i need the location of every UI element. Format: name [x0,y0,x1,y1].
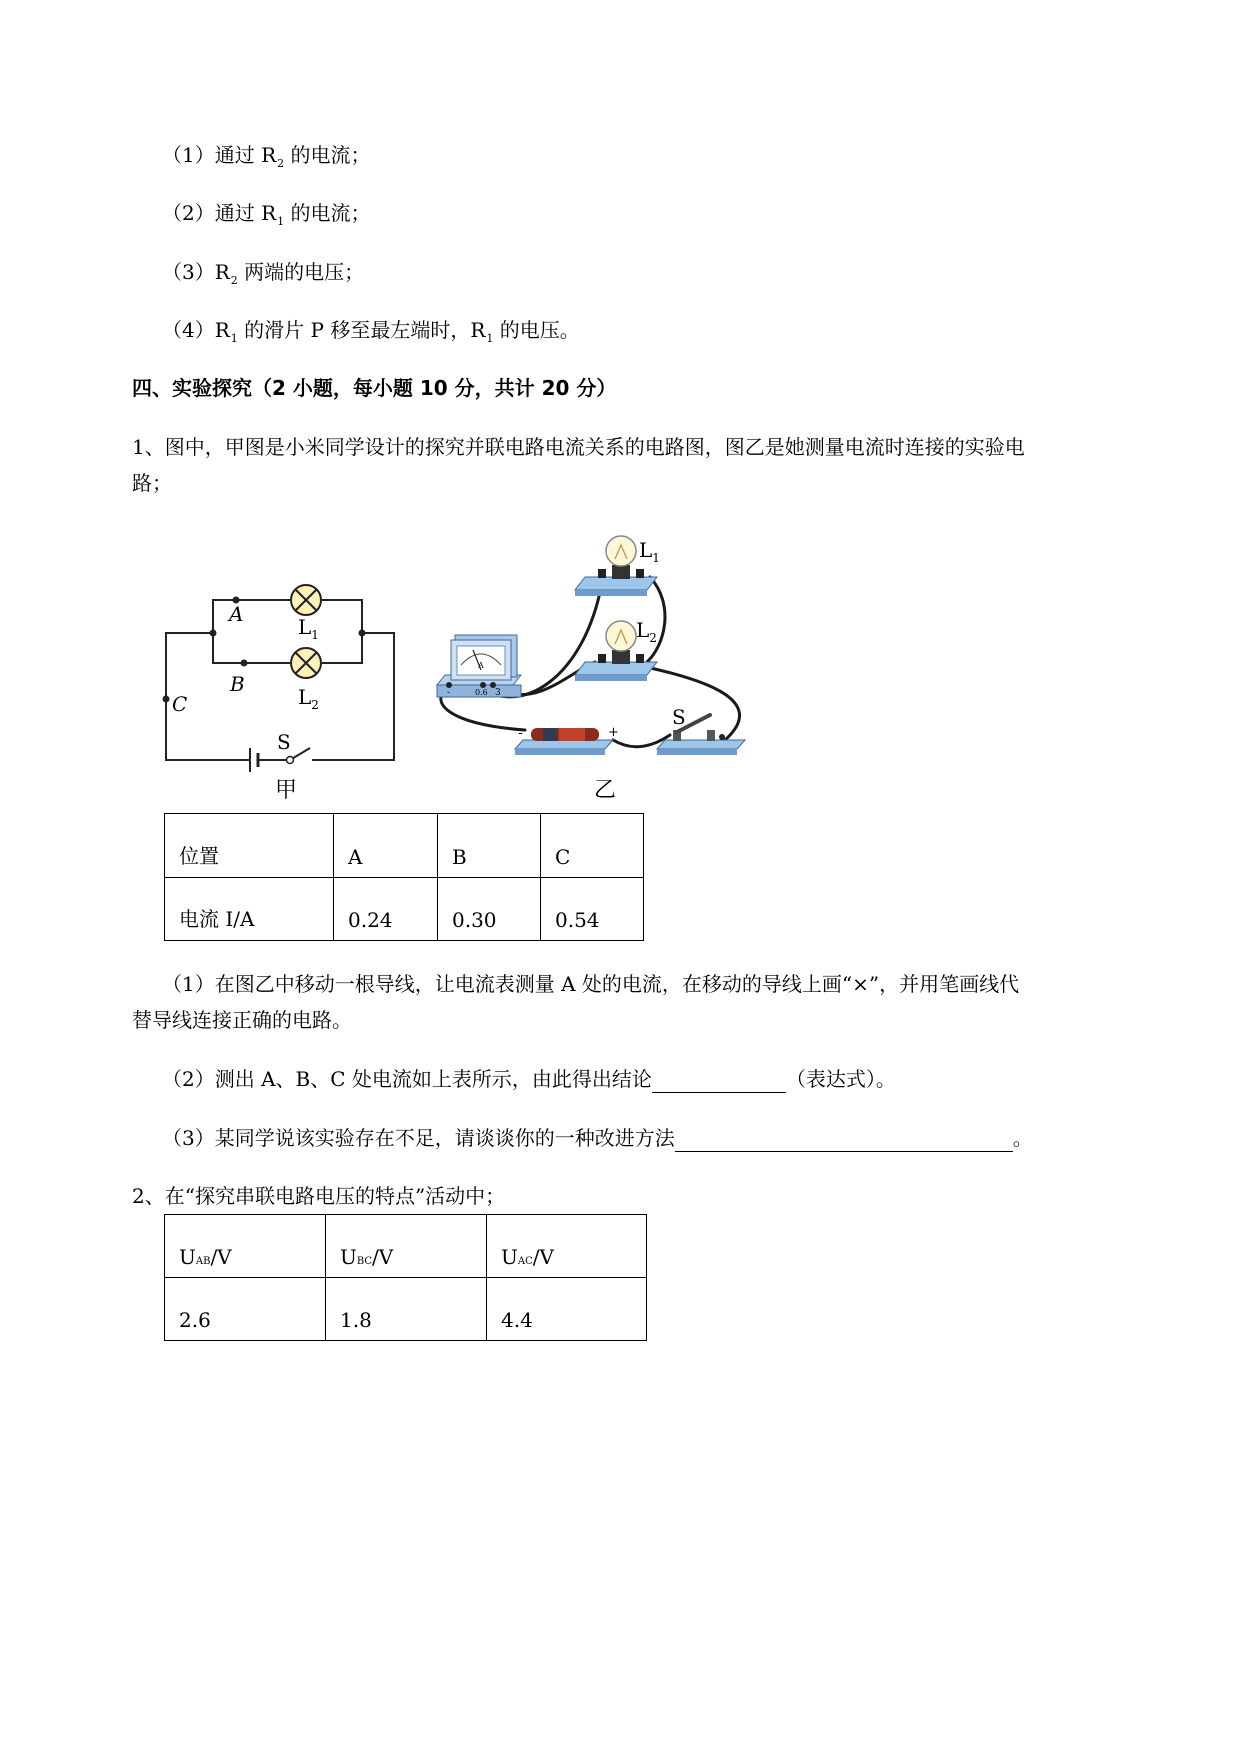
bulb-l2-label: $L_2$ [636,618,657,645]
ammeter-3-terminal: 3 [495,688,501,698]
table-header-uac: UAC/V [487,1215,647,1278]
question-4: $(4)R_1$ 的滑片 P 移至最左端时，$R_1$ 的电压。 [162,318,580,345]
table-cell: 0.24 [334,878,438,941]
table-row [165,878,644,941]
battery-plus-label: + [608,725,619,740]
table-cell: 2.6 [165,1278,326,1341]
table-header-ubc: UBC/V [326,1215,487,1278]
battery-minus-label: - [518,725,523,741]
problem1-text-line1: 1、图中，甲图是小米同学设计的探究并联电路电流关系的电路图，图乙是她测量电流时连接的实验电 [132,435,1025,459]
table-cell: C [541,814,644,878]
table-cell: 位置 [165,814,334,878]
table-row [165,1215,647,1278]
table-cell: 0.30 [438,878,541,941]
lamp-l2-label: $L_2$ [298,685,319,712]
question-2: （2）通过 $R_1$ 的电流； [162,201,371,228]
subquestion-2: （2）测出 A、B、C 处电流如上表所示，由此得出结论 （表达式）。 [162,1067,896,1091]
table-cell: A [334,814,438,878]
section-heading: 四、实验探究（2 小题，每小题 10 分，共计 20 分） [132,376,617,400]
point-b-label: B [230,672,245,696]
table-cell: 电流 I/A [165,878,334,941]
lamp-l1-symbol [291,585,321,615]
answer-blank[interactable] [652,1070,786,1093]
bulb-l1-label: $L_1$ [639,538,660,565]
table-row [165,1278,647,1341]
table-header-uab: UAB/V [165,1215,326,1278]
problem1-text-line2: 路； [132,471,172,495]
figure-jia-caption: 甲 [275,778,298,803]
table-cell: B [438,814,541,878]
ammeter-06-terminal: 0.6 [475,688,488,697]
table-cell: 4.4 [487,1278,647,1341]
question-3: $(3)R_2$ 两端的电压； [162,260,365,287]
current-table [164,813,644,941]
point-a-label: A [229,602,244,626]
ammeter-a-label: A [478,661,484,670]
subquestion-3: （3）某同学说该实验存在不足，请谈谈你的一种改进方法 。 [162,1126,1033,1150]
figure-yi-caption: 乙 [594,778,617,803]
table-cell: 0.54 [541,878,644,941]
lamp-l1-label: $L_1$ [298,615,319,642]
problem2-text: 2、在“探究串联电路电压的特点”活动中； [132,1184,506,1208]
subquestion-1-line1: （1）在图乙中移动一根导线，让电流表测量 A 处的电流，在移动的导线上画“×”，并用笔画线代 [162,972,1020,996]
table-row [165,814,644,878]
subquestion-1-line2: 替导线连接正确的电路。 [132,1008,352,1032]
answer-blank[interactable] [675,1129,1013,1152]
circuit-illustration-yi [425,525,765,780]
voltage-table [164,1214,647,1341]
ammeter-minus-terminal: - [447,688,451,698]
lamp-l2-symbol [291,648,321,678]
switch-s-label: S [672,705,686,729]
switch-s-label: S [277,730,291,754]
battery-icon [515,728,613,755]
point-c-label: C [172,692,188,716]
table-cell: 1.8 [326,1278,487,1341]
question-1: （1）通过 $R_2$ 的电流； [162,143,371,170]
